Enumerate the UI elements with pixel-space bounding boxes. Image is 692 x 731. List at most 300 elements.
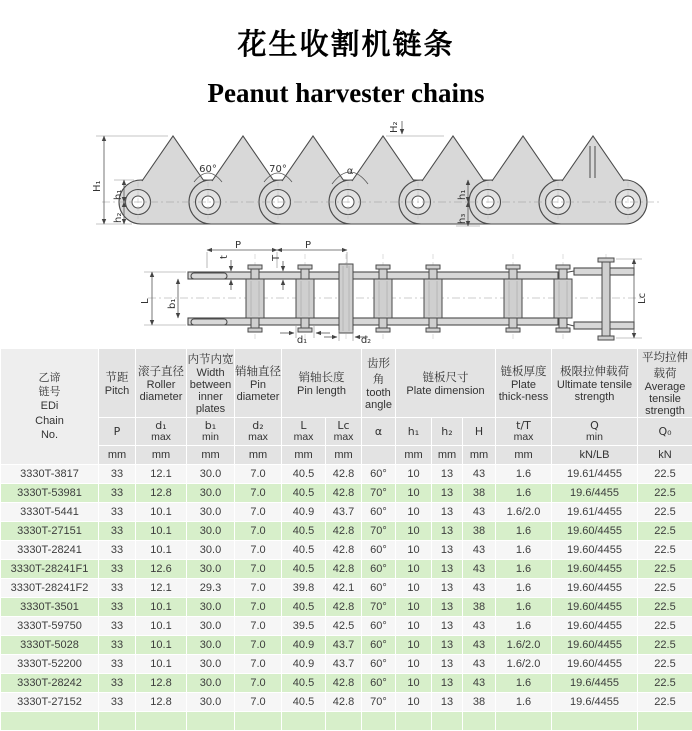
value-cell: 13 [432,484,463,503]
dim-label-P2: P [305,240,311,251]
column-header-plate-dimension [396,349,496,418]
chain-side-view-diagram [88,120,672,238]
symbol-header-tooth-angle-0 [362,418,396,446]
value-cell: 40.9 [282,636,326,655]
symbol-label: h₂ [432,426,462,438]
symbol-label: h₁ [396,426,431,438]
table-row [1,617,692,636]
value-cell: 19.60/4455 [552,655,638,674]
dim-label-H2: H₂ [389,121,400,133]
value-cell: 60° [362,560,396,579]
value-cell: 60° [362,636,396,655]
value-cell [362,712,396,731]
value-cell: 19.6/4455 [552,693,638,712]
chain-top-view-diagram [88,240,648,345]
value-cell: 38 [463,522,496,541]
value-cell: 42.8 [326,598,362,617]
value-cell: 10.1 [136,541,187,560]
value-cell: 1.6 [496,598,552,617]
unit-header-pin-length-1: mm [326,446,362,465]
symbol-header-pitch-0 [99,418,136,446]
value-cell: 43 [463,617,496,636]
chain-header-line: Chain [1,414,98,428]
value-cell: 60° [362,541,396,560]
value-cell: 19.61/4455 [552,503,638,522]
value-cell: 13 [432,674,463,693]
value-cell [1,712,99,731]
column-name-en: Plate thick-ness [496,379,551,403]
chain-links-silhouette [119,136,647,224]
chain-no-cell: 3330T-53981 [1,484,99,503]
value-cell: 10.1 [136,655,187,674]
value-cell: 19.6/4455 [552,674,638,693]
chain-no-cell: 3330T-3501 [1,598,99,617]
value-cell: 22.5 [638,465,692,484]
value-cell: 22.5 [638,484,692,503]
angle-label-60: 60° [199,164,217,175]
table-row [1,541,692,560]
value-cell: 22.5 [638,655,692,674]
column-name-zh: 销轴长度 [282,369,361,385]
symbol-label: Q [552,420,637,432]
symbol-qualifier: max [496,432,551,444]
value-cell: 40.5 [282,674,326,693]
symbol-qualifier: max [282,432,325,444]
value-cell: 70° [362,522,396,541]
value-cell [326,712,362,731]
symbol-header-pin-length-1 [326,418,362,446]
value-cell: 33 [99,560,136,579]
value-cell: 22.5 [638,541,692,560]
unit-header-pitch-0: mm [99,446,136,465]
value-cell: 60° [362,503,396,522]
value-cell [99,712,136,731]
chain-no-column-header [1,349,99,465]
value-cell: 42.1 [326,579,362,598]
value-cell: 10 [396,617,432,636]
value-cell: 10 [396,598,432,617]
value-cell: 29.3 [187,579,235,598]
column-name-en: Average tensile strength [638,381,692,417]
symbol-label: b₁ [187,420,234,432]
value-cell: 60° [362,579,396,598]
value-cell: 10 [396,655,432,674]
value-cell: 7.0 [235,541,282,560]
value-cell: 10 [396,560,432,579]
column-name-zh: 内节内宽 [187,351,234,367]
value-cell: 7.0 [235,560,282,579]
chain-no-cell: 3330T-5441 [1,503,99,522]
value-cell: 42.8 [326,541,362,560]
value-cell: 43 [463,503,496,522]
value-cell: 40.9 [282,503,326,522]
value-cell: 22.5 [638,503,692,522]
value-cell: 40.5 [282,484,326,503]
value-cell [638,712,692,731]
unit-header-average-tensile-0: kN [638,446,692,465]
dim-label-H1: H₁ [92,180,103,192]
value-cell: 12.8 [136,674,187,693]
chain-header-line: EDi [1,399,98,413]
unit-header-plate-dimension-1: mm [432,446,463,465]
column-name-zh: 节距 [99,369,135,385]
value-cell: 7.0 [235,598,282,617]
symbol-qualifier: max [326,432,361,444]
symbol-header-pin-diameter-0 [235,418,282,446]
value-cell: 13 [432,693,463,712]
value-cell: 30.0 [187,522,235,541]
value-cell: 30.0 [187,541,235,560]
dim-label-h1-right: h₁ [457,190,468,200]
dim-label-d2: d₂ [361,335,371,346]
value-cell: 60° [362,465,396,484]
value-cell: 13 [432,655,463,674]
value-cell: 10 [396,503,432,522]
symbol-qualifier: max [136,432,186,444]
column-name-en: Pin length [282,385,361,397]
value-cell: 42.8 [326,693,362,712]
value-cell: 33 [99,655,136,674]
value-cell: 22.5 [638,674,692,693]
value-cell [496,712,552,731]
column-name-en: tooth angle [362,387,395,411]
value-cell: 22.5 [638,598,692,617]
chain-no-cell: 3330T-28241F1 [1,560,99,579]
chain-no-cell: 3330T-59750 [1,617,99,636]
value-cell: 42.8 [326,560,362,579]
value-cell: 30.0 [187,560,235,579]
chain-spec-table [0,348,692,731]
dim-label-L: L [140,298,151,304]
value-cell: 30.0 [187,636,235,655]
value-cell: 38 [463,598,496,617]
value-cell: 22.5 [638,636,692,655]
value-cell: 40.5 [282,522,326,541]
value-cell: 13 [432,465,463,484]
column-name-zh: 滚子直径 [136,363,186,379]
value-cell: 1.6 [496,560,552,579]
value-cell: 1.6 [496,674,552,693]
value-cell: 13 [432,560,463,579]
unit-header-plate-dimension-0: mm [396,446,432,465]
value-cell: 22.5 [638,617,692,636]
value-cell: 19.60/4455 [552,579,638,598]
value-cell: 7.0 [235,674,282,693]
unit-header-pin-diameter-0: mm [235,446,282,465]
value-cell: 7.0 [235,636,282,655]
chain-header-line: 链号 [1,385,98,399]
symbol-header-roller-diameter-0 [136,418,187,446]
value-cell: 22.5 [638,579,692,598]
table-row [1,636,692,655]
unit-header-pin-length-0: mm [282,446,326,465]
value-cell: 43 [463,465,496,484]
table-row [1,484,692,503]
value-cell: 33 [99,693,136,712]
value-cell: 19.60/4455 [552,541,638,560]
symbol-label: H [463,426,495,438]
value-cell: 1.6 [496,465,552,484]
value-cell: 1.6/2.0 [496,636,552,655]
value-cell [187,712,235,731]
symbol-label: P [99,426,135,438]
column-header-pitch [99,349,136,418]
table-row [1,598,692,617]
unit-header-ultimate-tensile-0: kN/LB [552,446,638,465]
table-row [1,674,692,693]
chain-header-line: No. [1,428,98,442]
value-cell: 40.9 [282,655,326,674]
value-cell: 1.6 [496,617,552,636]
value-cell: 7.0 [235,465,282,484]
value-cell: 1.6 [496,579,552,598]
value-cell [136,712,187,731]
column-header-roller-diameter [136,349,187,418]
value-cell: 70° [362,693,396,712]
dim-label-t: t [219,255,230,259]
value-cell: 39.5 [282,617,326,636]
dim-label-P1: P [235,240,241,251]
column-name-zh: 平均拉伸载荷 [638,349,692,381]
chain-no-cell: 3330T-52200 [1,655,99,674]
value-cell: 10.1 [136,636,187,655]
value-cell: 40.5 [282,598,326,617]
value-cell: 30.0 [187,655,235,674]
value-cell: 33 [99,465,136,484]
value-cell: 30.0 [187,693,235,712]
value-cell: 1.6/2.0 [496,503,552,522]
value-cell: 30.0 [187,465,235,484]
value-cell: 70° [362,598,396,617]
value-cell: 10 [396,522,432,541]
symbol-header-plate-dimension-2 [463,418,496,446]
column-name-en: Width between inner plates [187,367,234,415]
value-cell: 30.0 [187,598,235,617]
value-cell: 12.8 [136,484,187,503]
chain-no-cell: 3330T-28241 [1,541,99,560]
table-row [1,522,692,541]
angle-label-70: 70° [269,164,287,175]
value-cell: 10.1 [136,522,187,541]
dim-label-d1: d₁ [297,335,307,346]
column-name-en: Pin diameter [235,379,281,403]
value-cell: 40.5 [282,541,326,560]
value-cell: 13 [432,617,463,636]
chain-pins [246,258,614,340]
column-name-zh: 链板尺寸 [396,369,495,385]
chain-no-cell: 3330T-3817 [1,465,99,484]
value-cell: 22.5 [638,522,692,541]
symbol-label: Lc [326,420,361,432]
dim-label-h3: h₃ [457,214,468,224]
column-name-en: Plate dimension [396,385,495,397]
value-cell: 1.6 [496,541,552,560]
unit-header-inner-width-0: mm [187,446,235,465]
value-cell: 7.0 [235,484,282,503]
value-cell: 33 [99,617,136,636]
value-cell: 12.8 [136,693,187,712]
value-cell: 13 [432,579,463,598]
value-cell: 33 [99,674,136,693]
value-cell: 12.1 [136,579,187,598]
value-cell [432,712,463,731]
value-cell: 22.5 [638,560,692,579]
dim-label-h1-left: h₁ [113,190,124,200]
value-cell: 22.5 [638,693,692,712]
value-cell: 1.6/2.0 [496,655,552,674]
value-cell: 13 [432,522,463,541]
value-cell: 19.60/4455 [552,560,638,579]
unit-header-roller-diameter-0: mm [136,446,187,465]
value-cell: 10 [396,693,432,712]
value-cell: 10 [396,674,432,693]
value-cell: 43 [463,636,496,655]
value-cell: 40.5 [282,560,326,579]
page-title-english: Peanut harvester chains [0,78,692,109]
value-cell: 60° [362,655,396,674]
value-cell [282,712,326,731]
value-cell: 13 [432,636,463,655]
value-cell: 33 [99,541,136,560]
column-header-average-tensile [638,349,692,418]
column-name-zh: 销轴直径 [235,363,281,379]
chain-no-cell: 3330T-27151 [1,522,99,541]
page-title-chinese: 花生收割机链条 [0,22,692,63]
value-cell: 19.60/4455 [552,636,638,655]
unit-header-plate-thickness-0: mm [496,446,552,465]
value-cell: 42.8 [326,522,362,541]
symbol-header-average-tensile-0 [638,418,692,446]
chain-no-cell: 3330T-5028 [1,636,99,655]
value-cell: 19.6/4455 [552,484,638,503]
symbol-header-inner-width-0 [187,418,235,446]
value-cell: 70° [362,484,396,503]
angle-label-alpha: α [347,166,354,177]
dim-label-b1: b₁ [167,299,178,309]
value-cell: 13 [432,598,463,617]
value-cell: 42.5 [326,617,362,636]
value-cell: 1.6 [496,484,552,503]
value-cell: 30.0 [187,484,235,503]
symbol-header-pin-length-0 [282,418,326,446]
value-cell: 10.1 [136,503,187,522]
value-cell: 10.1 [136,598,187,617]
column-header-ultimate-tensile [552,349,638,418]
unit-header-plate-dimension-2: mm [463,446,496,465]
chain-no-cell: 3330T-28242 [1,674,99,693]
value-cell: 60° [362,617,396,636]
table-row [1,655,692,674]
table-row [1,579,692,598]
value-cell: 38 [463,484,496,503]
value-cell: 43 [463,560,496,579]
value-cell: 30.0 [187,674,235,693]
value-cell [235,712,282,731]
chain-no-cell: 3330T-27152 [1,693,99,712]
column-name-en: Ultimate tensile strength [552,379,637,403]
value-cell: 43 [463,541,496,560]
dim-label-Lc: Lc [637,293,648,304]
value-cell: 39.8 [282,579,326,598]
value-cell: 19.60/4455 [552,598,638,617]
value-cell: 43.7 [326,636,362,655]
value-cell: 42.8 [326,465,362,484]
value-cell: 42.8 [326,674,362,693]
column-name-zh: 齿形角 [362,355,395,387]
column-header-inner-width [187,349,235,418]
chain-no-cell: 3330T-28241F2 [1,579,99,598]
column-header-plate-thickness [496,349,552,418]
value-cell: 19.60/4455 [552,522,638,541]
symbol-header-plate-thickness-0 [496,418,552,446]
value-cell: 38 [463,693,496,712]
value-cell: 43 [463,655,496,674]
column-name-en: Roller diameter [136,379,186,403]
value-cell: 1.6 [496,522,552,541]
table-row [1,465,692,484]
value-cell: 10 [396,579,432,598]
symbol-label: L [282,420,325,432]
value-cell: 13 [432,503,463,522]
table-row-partial [1,712,692,731]
symbol-label: d₂ [235,420,281,432]
value-cell: 1.6 [496,693,552,712]
value-cell: 60° [362,674,396,693]
value-cell: 10 [396,636,432,655]
symbol-header-plate-dimension-0 [396,418,432,446]
value-cell [552,712,638,731]
column-name-zh: 极限拉伸载荷 [552,363,637,379]
symbol-qualifier: min [552,432,637,444]
column-header-pin-diameter [235,349,282,418]
table-row [1,693,692,712]
value-cell: 30.0 [187,503,235,522]
value-cell: 12.6 [136,560,187,579]
value-cell: 33 [99,484,136,503]
symbol-qualifier: min [187,432,234,444]
value-cell: 12.1 [136,465,187,484]
value-cell: 40.5 [282,693,326,712]
dim-label-h2: h₂ [113,213,124,223]
value-cell: 19.60/4455 [552,617,638,636]
chain-header-line: 乙谛 [1,371,98,385]
symbol-label: Q₀ [638,426,692,438]
column-header-tooth-angle [362,349,396,418]
value-cell: 19.61/4455 [552,465,638,484]
table-row [1,560,692,579]
table-row [1,503,692,522]
column-name-en: Pitch [99,385,135,397]
value-cell: 33 [99,503,136,522]
value-cell: 7.0 [235,617,282,636]
value-cell: 43.7 [326,655,362,674]
value-cell: 10.1 [136,617,187,636]
value-cell [463,712,496,731]
value-cell: 42.8 [326,484,362,503]
value-cell: 43 [463,579,496,598]
value-cell: 10 [396,465,432,484]
value-cell: 33 [99,579,136,598]
value-cell: 33 [99,636,136,655]
value-cell: 7.0 [235,503,282,522]
value-cell: 10 [396,484,432,503]
dim-label-T: T [271,254,282,262]
value-cell: 43 [463,674,496,693]
symbol-qualifier: max [235,432,281,444]
value-cell: 13 [432,541,463,560]
unit-header-tooth-angle-0 [362,446,396,465]
value-cell: 43.7 [326,503,362,522]
